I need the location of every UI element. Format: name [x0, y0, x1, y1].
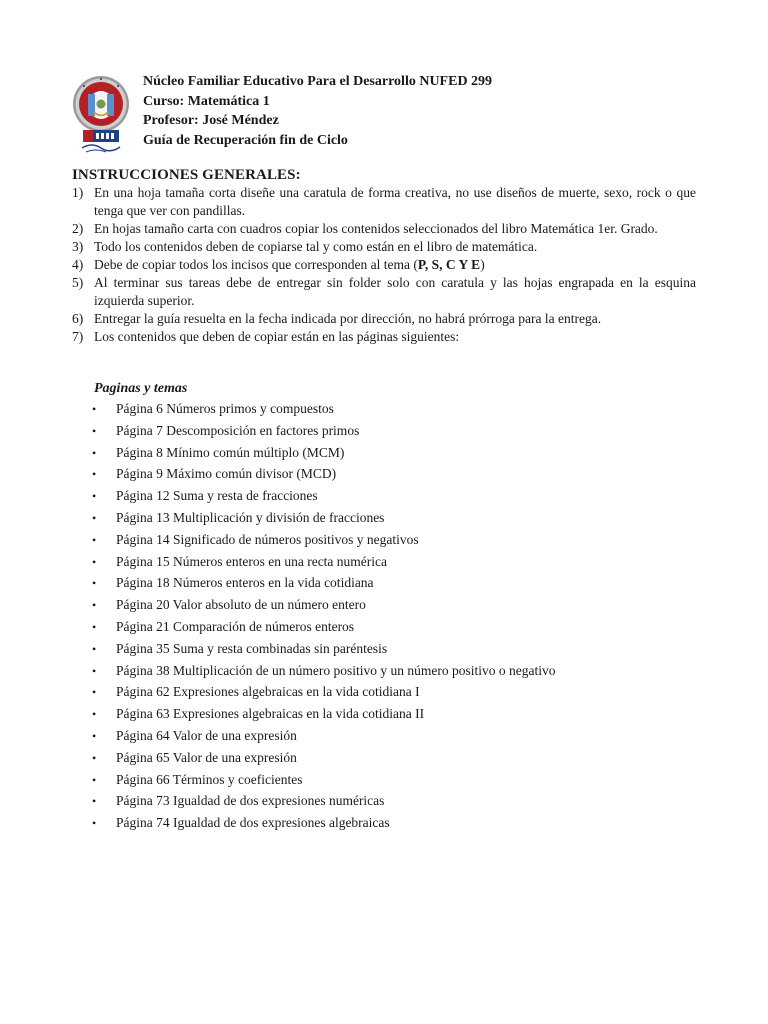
topic-list-item: [92, 552, 555, 574]
topic-text: Página 6 Números primos y compuestos: [116, 401, 334, 416]
topics-heading: Paginas y temas: [94, 381, 188, 396]
bullet-icon: •: [92, 772, 97, 787]
bullet-icon: •: [92, 402, 97, 416]
bullet-icon: •: [92, 794, 97, 809]
instruction-number: 1): [72, 185, 84, 200]
instruction-item: [72, 310, 696, 328]
bullet-icon: •: [92, 510, 97, 525]
topic-text: Página 13 Multiplicación y división de fracciones: [116, 509, 385, 525]
instruction-text: En una hoja tamaña corta diseñe una caratula de forma creativa, no use diseños de muerte, sexo, rock o que tenga que ver con pandillas.: [94, 185, 696, 218]
topic-text: Página 38 Multiplicación de un número positivo y un número positivo o negativo: [116, 662, 556, 678]
topics-list: [92, 399, 555, 835]
topic-text: Página 18 Números enteros en la vida cotidiana: [116, 575, 374, 591]
topic-list-item: [92, 639, 555, 661]
bullet-icon: •: [92, 489, 97, 504]
nufed-crest-icon: [72, 74, 130, 156]
topic-list-item: [92, 508, 555, 530]
topic-list-item: [92, 573, 555, 595]
instruction-item: [72, 328, 696, 346]
instruction-item: [72, 274, 696, 310]
topic-letters-emphasis: P, S, C Y E: [417, 257, 481, 272]
topic-text: Página 63 Expresiones algebraicas en la vida cotidiana II: [116, 706, 425, 722]
instruction-item: [72, 256, 696, 274]
topic-text: Página 66 Términos y coeficientes: [116, 771, 303, 787]
instruction-text: Los contenidos que deben de copiar están en las páginas siguientes:: [94, 329, 460, 344]
topic-list-item: [92, 595, 555, 617]
bullet-icon: •: [92, 423, 97, 438]
topic-list-item: [92, 421, 555, 443]
bullet-icon: •: [92, 576, 97, 591]
instruction-item: [72, 238, 696, 256]
topic-list-item: [92, 464, 555, 486]
topic-list-item: [92, 770, 555, 792]
topic-list-item: [92, 726, 555, 748]
topic-text: Página 20 Valor absoluto de un número entero: [116, 597, 366, 613]
topic-text: Página 35 Suma y resta combinadas sin paréntesis: [116, 640, 388, 656]
guide-title: Guía de Recuperación fin de Ciclo: [143, 132, 348, 148]
bullet-icon: •: [92, 728, 97, 743]
instruction-item: [72, 220, 696, 238]
bullet-icon: •: [92, 816, 97, 831]
instruction-text: Todo los contenidos deben de copiarse tal y como están en el libro de matemática.: [94, 239, 538, 254]
instruction-number: 3): [72, 239, 84, 254]
topic-text: Página 12 Suma y resta de fracciones: [116, 488, 318, 504]
bullet-icon: •: [92, 619, 97, 634]
bullet-icon: •: [92, 685, 97, 700]
instruction-number: 4): [72, 257, 84, 272]
instruction-text: Entregar la guía resuelta en la fecha indicada por dirección, no habrá prórroga para la entrega.: [94, 311, 602, 326]
topic-text: Página 74 Igualdad de dos expresiones algebraicas: [116, 815, 390, 831]
bullet-icon: •: [92, 467, 97, 482]
topic-text: Página 64 Valor de una expresión: [116, 727, 297, 743]
bullet-icon: •: [92, 663, 97, 678]
topic-text: Página 7 Descomposición en factores primos: [116, 422, 360, 438]
instruction-text: En hojas tamaño carta con cuadros copiar los contenidos seleccionados del libro Matemática 1er. Grado.: [94, 221, 658, 236]
topic-list-item: [92, 791, 555, 813]
course-name: Curso: Matemática 1: [143, 93, 270, 109]
topic-text: Página 21 Comparación de números enteros: [116, 618, 355, 634]
topic-list-item: [92, 704, 555, 726]
instruction-number: 6): [72, 311, 84, 326]
instruction-number: 2): [72, 221, 84, 236]
topic-list-item: [92, 617, 555, 639]
topic-list-item: [92, 443, 555, 465]
topic-text: Página 62 Expresiones algebraicas en la vida cotidiana I: [116, 684, 420, 700]
institution-name: Núcleo Familiar Educativo Para el Desarrollo NUFED 299: [143, 74, 493, 89]
instruction-item: [72, 184, 696, 220]
instruction-text: Al terminar sus tareas debe de entregar sin folder solo con caratula y las hojas engrapada en la esquina izquierda superior.: [94, 275, 696, 308]
instruction-number: 5): [72, 275, 84, 290]
teacher-name: Profesor: José Méndez: [143, 113, 279, 128]
instructions-heading: INSTRUCCIONES GENERALES:: [72, 167, 301, 183]
topic-list-item: [92, 486, 555, 508]
topic-text: Página 15 Números enteros en una recta numérica: [116, 553, 388, 569]
bullet-icon: •: [92, 598, 97, 613]
bullet-icon: •: [92, 707, 97, 722]
bullet-icon: •: [92, 532, 97, 547]
bullet-icon: •: [92, 445, 97, 460]
topic-list-item: [92, 682, 555, 704]
instruction-text: Debe de copiar todos los incisos que corresponden al tema (: [94, 257, 418, 272]
topic-text: Página 8 Mínimo común múltiplo (MCM): [116, 444, 345, 460]
topic-text: Página 65 Valor de una expresión: [116, 749, 297, 765]
instruction-text-end: ): [480, 257, 485, 272]
instruction-number: 7): [72, 329, 84, 344]
instructions-list: [72, 184, 696, 346]
topic-text: Página 14 Significado de números positivos y negativos: [116, 531, 419, 547]
topic-list-item: [92, 748, 555, 770]
topic-text: Página 9 Máximo común divisor (MCD): [116, 466, 337, 482]
topic-list-item: [92, 530, 555, 552]
document-header: [143, 72, 703, 150]
bullet-icon: •: [92, 554, 97, 569]
bullet-icon: •: [92, 641, 97, 656]
topic-list-item: [92, 813, 555, 835]
bullet-icon: •: [92, 750, 97, 765]
topic-list-item: [92, 661, 555, 683]
topic-list-item: [92, 399, 555, 421]
topic-text: Página 73 Igualdad de dos expresiones numéricas: [116, 793, 385, 809]
